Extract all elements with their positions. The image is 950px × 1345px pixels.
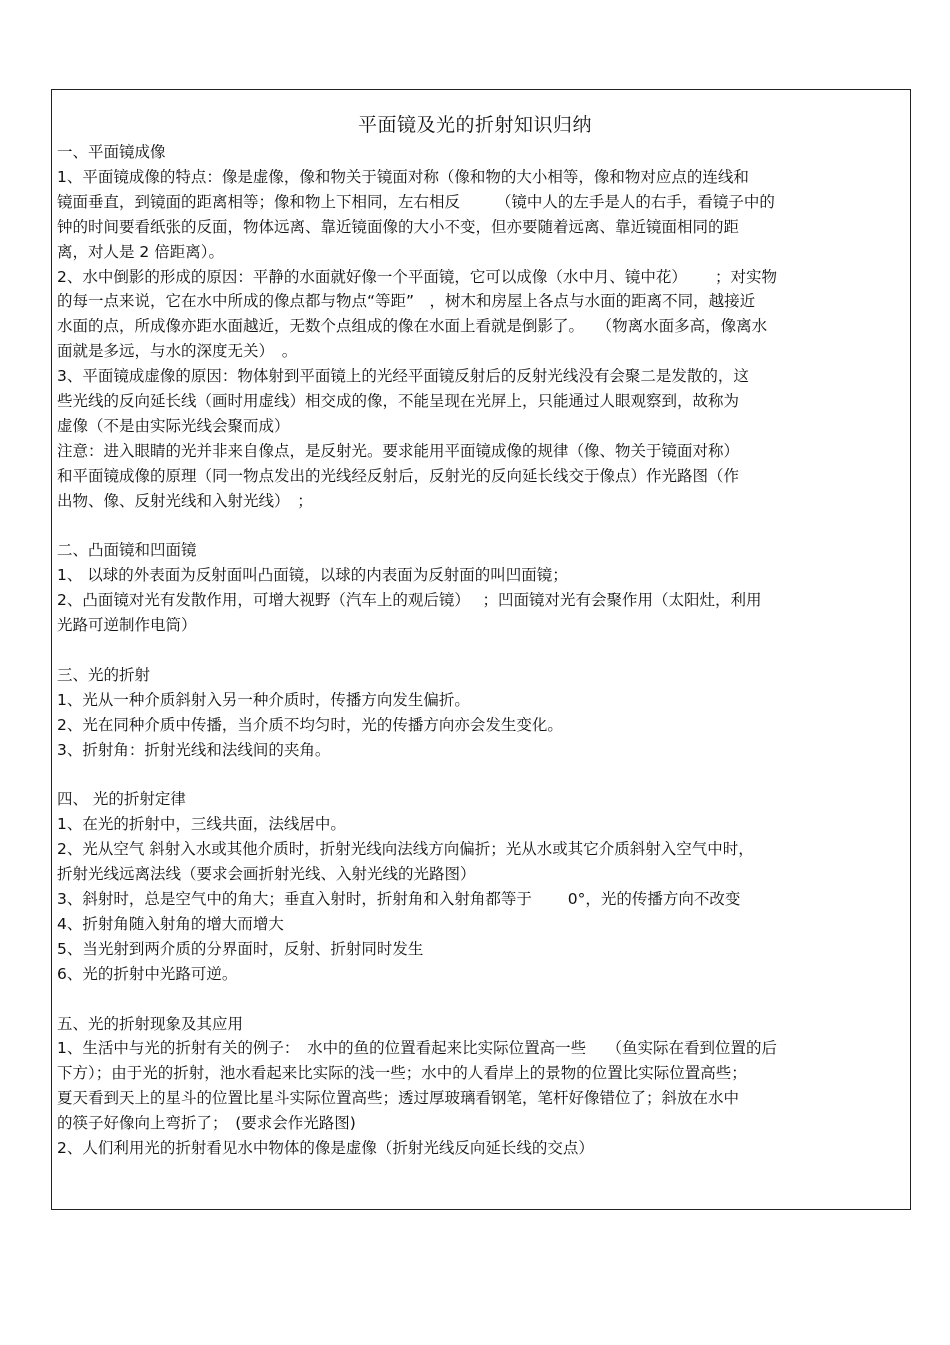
text-line: 5、当光射到两介质的分界面时，反射、折射同时发生 bbox=[57, 939, 424, 958]
text-line: 虚像（不是由实际光线会聚而成） bbox=[57, 416, 290, 435]
text-line: 的每一点来说，它在水中所成的像点都与物点“等距” ，树木和房屋上各点与水面的距离不同，越接近 bbox=[57, 292, 756, 311]
text-line: 的筷子好像向上弯折了； (要求会作光路图) bbox=[57, 1114, 356, 1133]
document-title: 平面镜及光的折射知识归纳 bbox=[357, 114, 592, 136]
text-line: 2、光从空气 斜射入水或其他介质时，折射光线向法线方向偏折；光从水或其它介质斜射入空气中时， bbox=[57, 840, 754, 859]
text-line: 出物、像、反射光线和入射光线） ； bbox=[57, 491, 313, 510]
text-line: 1、光从一种介质斜射入另一种介质时，传播方向发生偏折。 bbox=[57, 690, 470, 709]
text-line: 光路可逆制作电筒） bbox=[57, 616, 197, 635]
text-line: 面就是多远，与水的深度无关） 。 bbox=[57, 342, 298, 361]
text-line: 1、在光的折射中，三线共面，法线居中。 bbox=[57, 815, 346, 834]
text-line: 些光线的反向延长线（画时用虚线）相交成的像，不能呈现在光屏上，只能通过人眼观察到，故称为 bbox=[57, 392, 740, 410]
text-line: 夏天看到天上的星斗的位置比星斗实际位置高些；透过厚玻璃看钢笔，笔杆好像错位了；斜放在水中 bbox=[57, 1089, 740, 1108]
text-line: 和平面镜成像的原理（同一物点发出的光线经反射后，反射光的反向延长线交于像点）作光路图（作 bbox=[57, 466, 740, 485]
text-line: 下方）；由于光的折射，池水看起来比实际的浅一些；水中的人看岸上的景物的位置比实际位置高些； bbox=[57, 1064, 747, 1083]
text-line: 离，对人是 2 倍距离）。 bbox=[57, 242, 224, 261]
text-line: 6、光的折射中光路可逆。 bbox=[57, 964, 238, 983]
text-line: 三、光的折射 bbox=[57, 665, 151, 684]
text-line: 1、生活中与光的折射有关的例子： 水中的鱼的位置看起来比实际位置高一些 （鱼实际在看到位置的后 bbox=[57, 1039, 778, 1058]
text-line: 五、光的折射现象及其应用 bbox=[57, 1014, 244, 1033]
text-line: 1、 以球的外表面为反射面叫凸面镜，以球的内表面为反射面的叫凹面镜； bbox=[57, 566, 568, 585]
text-line: 注意：进入眼睛的光并非来自像点，是反射光。要求能用平面镜成像的规律（像、物关于镜面对称） bbox=[57, 441, 740, 460]
text-line: 1、平面镜成像的特点：像是虚像，像和物关于镜面对称（像和物的大小相等，像和物对应点的连线和 bbox=[57, 167, 749, 186]
text-line: 2、人们利用光的折射看见水中物体的像是虚像（折射光线反向延长线的交点） bbox=[57, 1139, 594, 1157]
text-line: 2、水中倒影的形成的原因：平静的水面就好像一个平面镜，它可以成像（水中月、镜中花） ；对实物 bbox=[57, 267, 778, 286]
text-line: 2、光在同种介质中传播，当介质不均匀时，光的传播方向亦会发生变化。 bbox=[57, 715, 563, 734]
text-line: 2、凸面镜对光有发散作用，可增大视野（汽车上的观后镜） ；凹面镜对光有会聚作用（太阳灶，利用 bbox=[57, 591, 762, 610]
text-line: 折射光线远离法线（要求会画折射光线、入射光线的光路图） bbox=[57, 865, 476, 884]
text-line: 四、 光的折射定律 bbox=[57, 790, 186, 809]
text-line: 3、折射角：折射光线和法线间的夹角。 bbox=[57, 740, 331, 759]
text-line: 镜面垂直，到镜面的距离相等；像和物上下相同，左右相反 （镜中人的左手是人的右手，看镜子中的 bbox=[57, 192, 775, 211]
text-line: 水面的点，所成像亦距水面越近，无数个点组成的像在水面上看就是倒影了。 （物离水面多高，像离水 bbox=[57, 317, 768, 336]
text-line: 4、折射角随入射角的增大而增大 bbox=[57, 914, 284, 933]
text-line: 3、斜射时，总是空气中的角大；垂直入射时，折射角和入射角都等于 0°，光的传播方向不改变 bbox=[57, 890, 741, 908]
text-line: 二、凸面镜和凹面镜 bbox=[57, 541, 197, 560]
text-line: 3、平面镜成虚像的原因：物体射到平面镜上的光经平面镜反射后的反射光线没有会聚二是发散的，这 bbox=[57, 367, 749, 386]
text-line: 钟的时间要看纸张的反面，物体远离、靠近镜面像的大小不变，但亦要随着远离、靠近镜面相同的距 bbox=[57, 217, 740, 236]
text-line: 一、平面镜成像 bbox=[57, 143, 166, 161]
